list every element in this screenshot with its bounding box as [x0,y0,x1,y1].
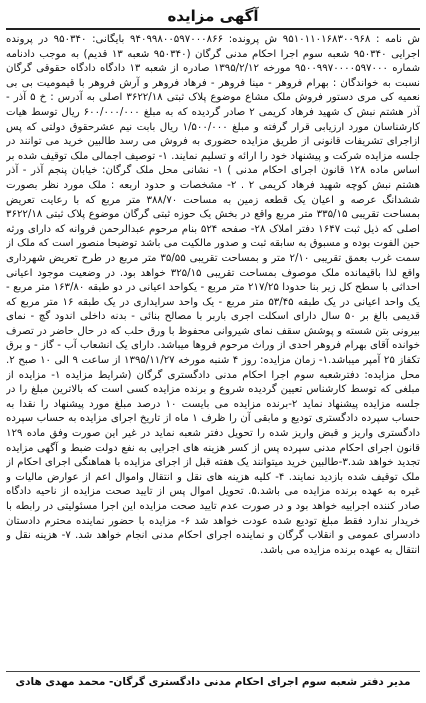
title-divider [6,28,420,30]
notice-title: آگهی مزایده [167,7,259,25]
notice-signature: مدیر دفتر شعبه سوم اجرای احکام مدنی دادگستری گرگان- محمد مهدی هادی [6,671,420,690]
notice-body: ش نامه : ۹۵۱۰۱۱۰۱۶۸۳۰۰۹۶۸ ش پرونده: ۹۴۰۹۹۸۰۰۵۹۷۰۰۰۸۶۶ بایگانی: ۹۵۰۳۴۰ در پرونده اجرایی ۹۵۰۳۴۰ شعبه سوم اجرا احکام مدنی گرگان (۹۵۰۳۴۰ شعبه ۱۳ قدیم) به موجب دادنامه شماره ۹۵۰۰۹۹۷۰۰۰۰۵۹۷۰۰۰ مورخه ۱۳۹۵/۲/۱۲ صادره از شعبه ۱۳ دادگاه دادگاه حقوقی گرگان نسبت به خواندگان : بهرام فروهر - مینا فروهر - فرهاد فروهر و آرش فروهر با قیمومیت بی بی نعمیه کی مری دستور فروش ملک مشاع موضوع پلاک ثبتی ۳۶۲۲/۱۸ اصلی به آدرس : خ ۵ آذر - آذر هشتم نبش ک شهید فرهاد کریمی ۲ صادر گردیده که به مبلغ ۶۰۰/۰۰۰/۰۰۰ ریال توسط هیات کارشناسان مورد ارزیابی قرار گرفته و مبلغ ۱/۵۰۰/۰۰۰ ریال بابت نیم عشرحقوق دولتی که پس ازاجرای تشریفات قانونی از طریق مزایده حضوری به فروش می رسد طالبین خرید می توانند در جلسه مزایده شرکت و پیشنهاد خود را ارائه و تسلیم نمایند. ۱- توصیف اجمالی ملک توقیف شده بر اساس ماده ۱۲۸ قانون اجرای احکام مدنی ) ۱- نشانی محل ملک گرگان: خیابان پنجم آذر - آذر هشتم نبش کوچه شهید فرهاد کریمی ۲ . ۲- مشخصات و حدود اربعه : ملک مورد نظر بصورت ششدانگ عرصه و اعیان یک قطعه زمین به مساحت ۳۸۸/۷۰ متر مربع که با رعایت تعریض بمساحت تقریبی ۳۳۵/۱۵ متر مربع واقع در بخش یک حوزه ثبتی گرگان موضوع پلاک ثبتی ۳۶۲۲/۱۸ اصلی که ذیل ثبت ۱۶۴۷ دفتر املاک ۲۸- صفحه ۵۲۴ بنام مرحوم عبدالرحمن فروانه که دارای ورثه حین الفوت بوده و مسبوق به سابقه ثبت و صدور مالکیت می باشد توضیحا منصور است که ملک از سمت غرب بعمق تقریبی ۲/۱۰ متر و بمساحت تقریبی ۳۵/۵۵ متر مربع در طرح تعریض شهرداری واقع لذا باقیمانده ملک موصوف بمساحت تقریبی ۳۲۵/۱۵ خواهد بود. در وضعیت موجود اعیانی احداثی با سطح کل زیر بنا حدودا ۲۱۷/۲۵ متر مربع - یکواحد اعیانی در دو طبقه ۱۶۳/۸۰ متر مربع - یک واحد اعیانی در یک طبقه ۵۳/۴۵ متر مربع - یک واحد سرایداری در یک طبقه ۱۶ متر مربع که قدیمی بالغ بر ۵۰ سال دارای اسکلت اجری باربر با مصالح بنائی - بدنه داخلی اندود گچ - نمای بیرونی بتن شسته و پوشش سقف نمای شیروانی محفوظ با ورق حلب که در حال حاضر در تصرف خوانده آقای بهرام فروهر احدی از وراث مرحوم فروها میباشد. دارای یک انشعاب آب - گاز - و برق تکفاز ۲۵ آمپر میباشد.۱- زمان مزایده: روز ۴ شنبه مورخه ۱۳۹۵/۱۱/۲۷ از ساعت ۹ الی ۱۰ صبح ۲. محل مزایده: دفترشعبه سوم اجرا احکام مدنی دادگستری گرگان (شرایط مزایده ۱- مزایده از مبلغی که توسط کارشناس تعیین گردیده شروع و برنده مزایده کسی است که بالاترین مبلغ را در جلسه مزایده پیشنهاد نماید ۲-برنده مزایده می بایست ۱۰ درصد مبلغ مورد پیشنهاد را نقدا به حساب سپرده دادگستری تودیع و مابقی آن را ظرف ۱ ماه از تاریخ اجرای مزایده به حساب سپرده دادگستری واریز و قبض واریز شده را تحویل دفتر شعبه نماید در غیر این صورت وفق ماده ۱۲۹ قانون اجرای احکام مدنی سپرده پس از کسر هزینه های اجرایی به نفع دولت ضبط و آگهی مزایده تجدید خواهد شد.۳-طالبین خرید میتوانند یک هفته قبل از اجرای مزایده با هماهنگی اجرای احکام از ملک توقیف شده بازدید نمایند. ۴- کلیه هزینه های نقل و انتقال واموال اعم از عوارض مالیات و غیره به عهده برنده مزایده می باشد.۵. تحویل اموال پس از تایید صحت مزایده از ناحیه دادگاه صادر کننده اجراییه خواهد بود و در صورت عدم تایید صحت مزایده این اجرا مسئولیتی در رابطه با خریدار ندارد فقط مبلغ تودیع شده عودت خواهد شد ۶- مزایده با حضور نماینده محترم دادستان دادسرای عمومی و انقلاب گرگان و نماینده اجرای احکام مدنی انجام خواهد شد. ۷- هزینه نقل و انتقال به عهده برنده مزایده می باشد. [6,34,420,556]
